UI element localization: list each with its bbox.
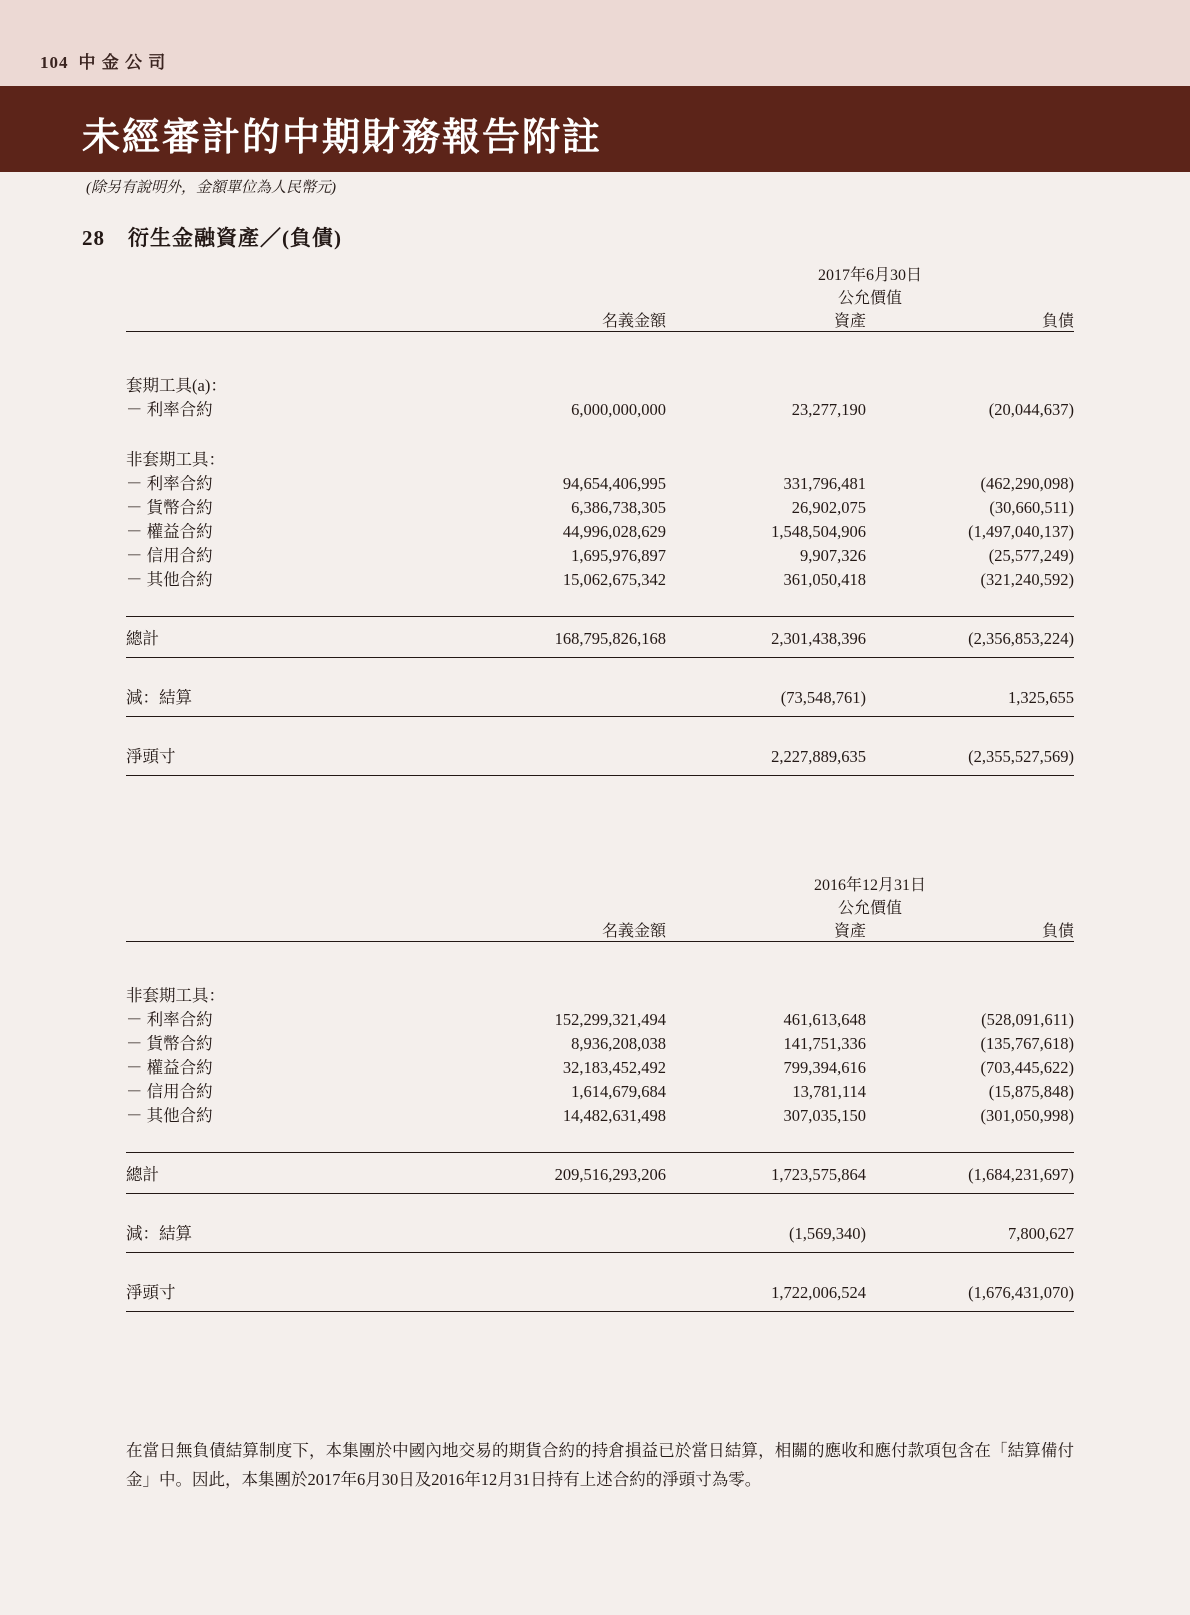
row-assets: 9,907,326 — [800, 546, 866, 565]
spacer-row — [126, 717, 1074, 744]
table-row — [126, 396, 1074, 420]
row-label: － 利率合約 — [126, 400, 213, 419]
date-header-2017: 2017年6月30日 — [817, 267, 922, 284]
row-notional: 152,299,321,494 — [554, 1010, 666, 1029]
net-assets: 1,722,006,524 — [666, 1279, 866, 1312]
net-liabilities: (2,355,527,569) — [866, 743, 1074, 776]
column-header-notional: 名義金額 — [601, 313, 666, 330]
spacer-cell — [126, 285, 446, 308]
section-heading — [82, 222, 342, 252]
total-label: 總計 — [126, 617, 446, 658]
empty-cell — [446, 372, 666, 396]
row-assets: 141,751,336 — [783, 1034, 866, 1053]
row-label: － 權益合約 — [126, 522, 213, 541]
row-label: － 信用合約 — [126, 546, 213, 565]
column-header-label — [126, 918, 446, 941]
spacer-cell — [126, 1253, 1074, 1280]
settlement-notional — [446, 1220, 666, 1253]
column-header-assets: 資產 — [833, 313, 866, 330]
row-assets: 307,035,150 — [783, 1106, 866, 1125]
table-header-date-row — [126, 262, 1074, 285]
total-notional: 168,795,826,168 — [446, 617, 666, 658]
row-label: － 利率合約 — [126, 474, 213, 493]
empty-cell — [866, 372, 1074, 396]
page-title: 未經審計的中期財務報告附註 — [82, 117, 603, 159]
net-label: 淨頭寸 — [126, 1279, 446, 1312]
row-notional: 44,996,028,629 — [562, 522, 666, 541]
company-name: 中 金 公 司 — [78, 53, 167, 72]
row-liabilities: (135,767,618) — [980, 1034, 1074, 1053]
table-row — [126, 1054, 1074, 1078]
table-row — [126, 518, 1074, 542]
spacer-row — [126, 1253, 1074, 1280]
spacer-row — [126, 1194, 1074, 1221]
net-liabilities: (1,676,431,070) — [866, 1279, 1074, 1312]
row-liabilities: (321,240,592) — [980, 570, 1074, 589]
running-header — [40, 48, 166, 73]
table-column-header-row — [126, 308, 1074, 331]
table-header-date-row — [126, 872, 1074, 895]
group-heading-row — [126, 446, 1074, 470]
total-assets: 1,723,575,864 — [666, 1153, 866, 1194]
row-liabilities: (30,660,511) — [989, 498, 1074, 517]
net-assets: 2,227,889,635 — [666, 743, 866, 776]
spacer-cell — [126, 590, 1074, 617]
row-assets: 799,394,616 — [783, 1058, 866, 1077]
net-position-row — [126, 1279, 1074, 1312]
settlement-label: 減：結算 — [126, 1220, 446, 1253]
empty-cell — [666, 982, 866, 1006]
table-row — [126, 494, 1074, 518]
settlement-row — [126, 1220, 1074, 1253]
net-notional — [446, 1279, 666, 1312]
column-header-assets: 資產 — [833, 923, 866, 940]
net-label: 淨頭寸 — [126, 743, 446, 776]
table-column-header-row — [126, 918, 1074, 941]
column-header-notional: 名義金額 — [601, 923, 666, 940]
row-assets: 26,902,075 — [791, 498, 866, 517]
row-notional: 15,062,675,342 — [562, 570, 666, 589]
settlement-row — [126, 684, 1074, 717]
title-band — [0, 86, 1190, 172]
row-notional: 6,386,738,305 — [571, 498, 666, 517]
row-assets: 361,050,418 — [783, 570, 866, 589]
spacer-cell — [126, 658, 1074, 685]
net-position-row — [126, 743, 1074, 776]
settlement-notional — [446, 684, 666, 717]
spacer-row — [126, 420, 1074, 446]
row-liabilities: (15,875,848) — [988, 1082, 1074, 1101]
row-assets: 13,781,114 — [792, 1082, 866, 1101]
derivatives-table-2016 — [126, 872, 1074, 1312]
row-label: － 利率合約 — [126, 1010, 213, 1029]
settlement-assets: (1,569,340) — [666, 1220, 866, 1253]
total-liabilities: (1,684,231,697) — [866, 1153, 1074, 1194]
row-liabilities: (462,290,098) — [980, 474, 1074, 493]
spacer-cell — [126, 872, 446, 895]
table-row — [126, 542, 1074, 566]
spacer-cell — [126, 332, 1074, 373]
row-liabilities: (1,497,040,137) — [968, 522, 1074, 541]
row-label: － 其他合約 — [126, 1106, 213, 1125]
empty-cell — [666, 446, 866, 470]
table-row — [126, 1078, 1074, 1102]
table-row — [126, 566, 1074, 590]
column-header-liabilities: 負債 — [1041, 313, 1074, 330]
table-row — [126, 1030, 1074, 1054]
units-note: (除另有說明外，金額單位為人民幣元) — [86, 180, 336, 196]
group-label: 非套期工具： — [126, 986, 225, 1005]
empty-cell — [866, 982, 1074, 1006]
footnote-text: 在當日無負債結算制度下，本集團於中國內地交易的期貨合約的持倉損益已於當日結算，相關的應收和應付款項包含在「結算備付金」中。因此，本集團於2017年6月30日及2016年12月31日持有上述合約的淨頭寸為零。 — [126, 1441, 1074, 1489]
table-row — [126, 1102, 1074, 1126]
empty-cell — [866, 446, 1074, 470]
row-notional: 14,482,631,498 — [562, 1106, 666, 1125]
row-label: － 貨幣合約 — [126, 498, 213, 517]
row-label: － 其他合約 — [126, 570, 213, 589]
spacer-row — [126, 658, 1074, 685]
row-liabilities: (20,044,637) — [988, 400, 1074, 419]
row-assets: 1,548,504,906 — [771, 522, 866, 541]
total-assets: 2,301,438,396 — [666, 617, 866, 658]
group-label: 套期工具(a)： — [126, 376, 227, 395]
settlement-liabilities: 7,800,627 — [866, 1220, 1074, 1253]
section-number: 28 — [82, 226, 105, 250]
row-label: － 貨幣合約 — [126, 1034, 213, 1053]
spacer-cell — [126, 895, 446, 918]
derivatives-table-2017 — [126, 262, 1074, 776]
settlement-label: 減：結算 — [126, 684, 446, 717]
settlement-liabilities: 1,325,655 — [866, 684, 1074, 717]
group-heading-row — [126, 982, 1074, 1006]
row-notional: 1,614,679,684 — [571, 1082, 666, 1101]
spacer-cell — [126, 1194, 1074, 1221]
table-header-fv-row — [126, 895, 1074, 918]
table-header-fv-row — [126, 285, 1074, 308]
group-heading-row — [126, 372, 1074, 396]
spacer-cell — [126, 262, 446, 285]
header-band — [0, 0, 1190, 86]
fair-value-header-2016: 公允價值 — [837, 900, 902, 917]
group-label: 非套期工具： — [126, 450, 225, 469]
column-header-label — [126, 308, 446, 331]
spacer-cell — [126, 1126, 1074, 1153]
spacer-cell — [446, 895, 666, 918]
column-header-liabilities: 負債 — [1041, 923, 1074, 940]
total-notional: 209,516,293,206 — [446, 1153, 666, 1194]
row-notional: 94,654,406,995 — [562, 474, 666, 493]
settlement-assets: (73,548,761) — [666, 684, 866, 717]
row-assets: 461,613,648 — [783, 1010, 866, 1029]
row-notional: 32,183,452,492 — [562, 1058, 666, 1077]
spacer-row — [126, 1126, 1074, 1153]
row-liabilities: (25,577,249) — [988, 546, 1074, 565]
section-title-text: 衍生金融資產／(負債) — [128, 226, 342, 250]
empty-cell — [666, 372, 866, 396]
page-number: 104 — [40, 53, 69, 72]
row-assets: 331,796,481 — [783, 474, 866, 493]
table-2017-wrapper — [126, 262, 1074, 776]
spacer-cell — [126, 420, 1074, 446]
empty-cell — [446, 446, 666, 470]
row-liabilities: (301,050,998) — [980, 1106, 1074, 1125]
spacer-cell — [446, 872, 666, 895]
row-notional: 1,695,976,897 — [571, 546, 666, 565]
row-assets: 23,277,190 — [791, 400, 866, 419]
total-row — [126, 1153, 1074, 1194]
table-row — [126, 1006, 1074, 1030]
row-notional: 8,936,208,038 — [571, 1034, 666, 1053]
row-label: － 權益合約 — [126, 1058, 213, 1077]
table-row — [126, 470, 1074, 494]
spacer-row — [126, 590, 1074, 617]
row-label: － 信用合約 — [126, 1082, 213, 1101]
spacer-row — [126, 942, 1074, 983]
row-notional: 6,000,000,000 — [571, 400, 666, 419]
total-row — [126, 617, 1074, 658]
total-label: 總計 — [126, 1153, 446, 1194]
spacer-cell — [126, 717, 1074, 744]
net-notional — [446, 743, 666, 776]
empty-cell — [446, 982, 666, 1006]
spacer-cell — [126, 942, 1074, 983]
table-2016-wrapper — [126, 872, 1074, 1312]
row-liabilities: (528,091,611) — [981, 1010, 1074, 1029]
fair-value-header-2017: 公允價值 — [837, 290, 902, 307]
spacer-cell — [446, 285, 666, 308]
row-liabilities: (703,445,622) — [980, 1058, 1074, 1077]
total-liabilities: (2,356,853,224) — [866, 617, 1074, 658]
spacer-cell — [446, 262, 666, 285]
date-header-2016: 2016年12月31日 — [813, 877, 926, 894]
spacer-row — [126, 332, 1074, 373]
